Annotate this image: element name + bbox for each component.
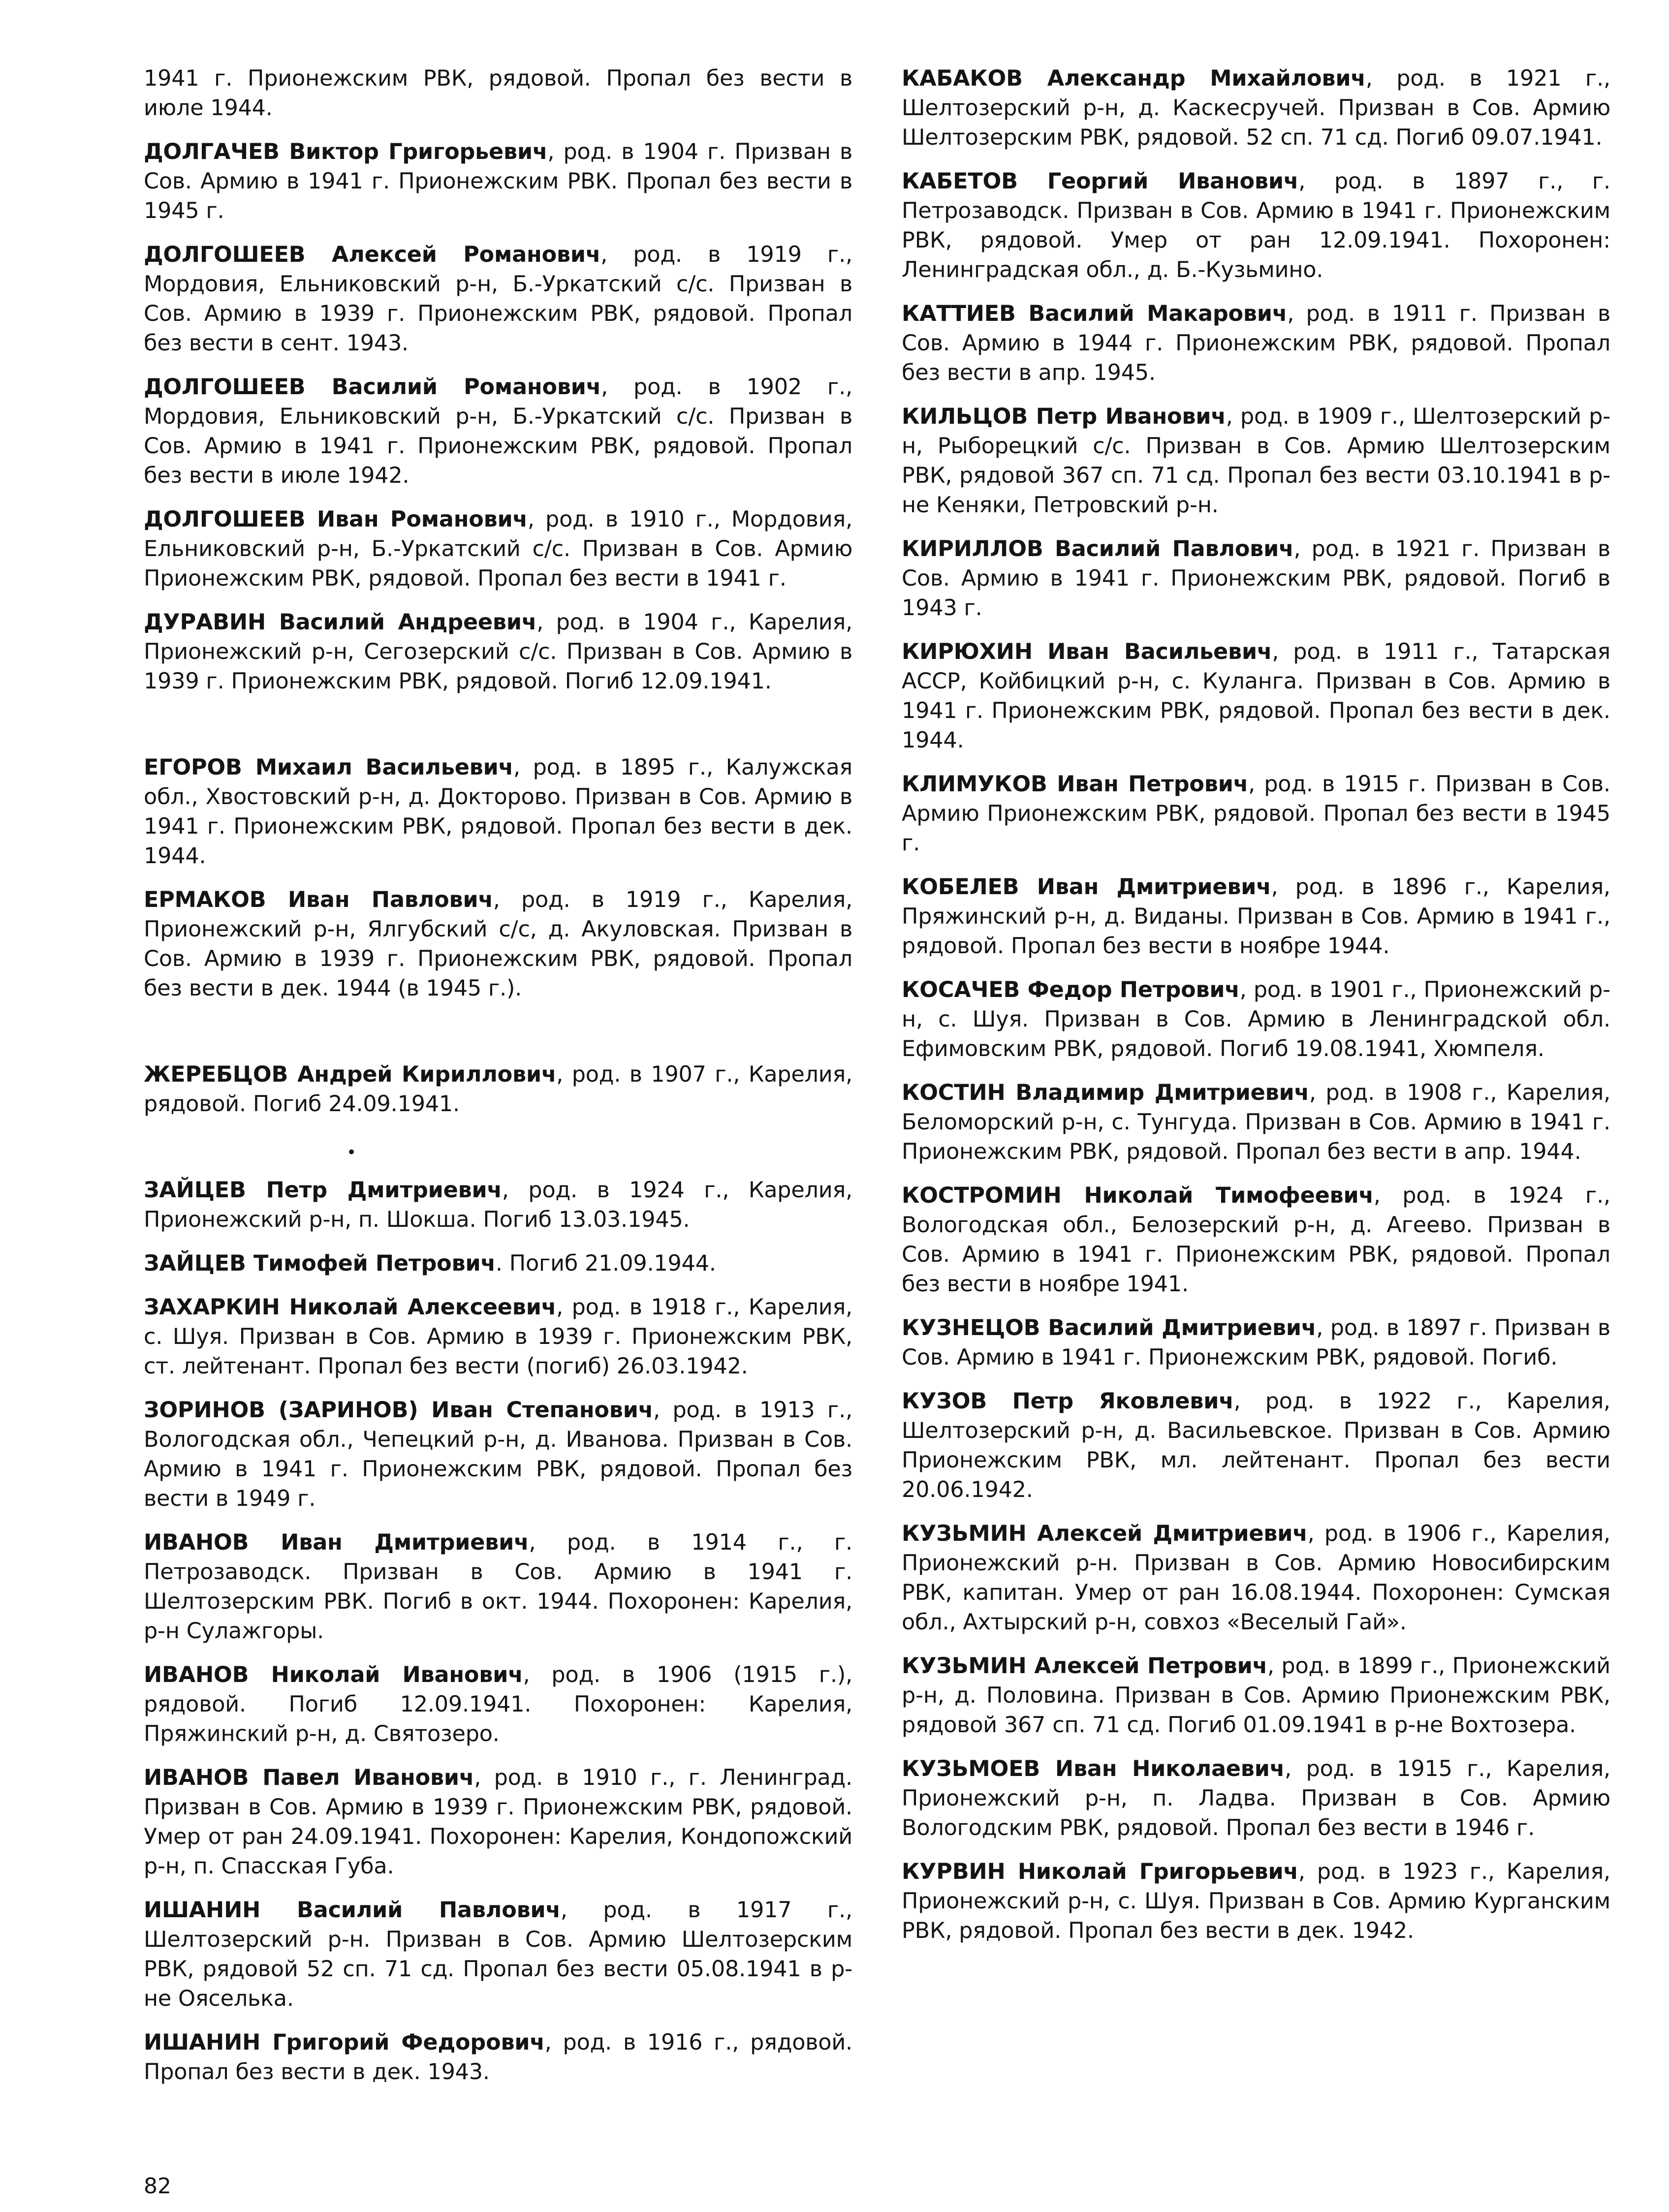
entry	[144, 240, 852, 358]
entry-text: , род. в 1906 (1915 г.), рядовой. Погиб 12.09.1941. Похоронен: Карелия, Пряжинский р-н, д. Святозеро.	[144, 1662, 852, 1746]
entry-text: , род. в 1922 г., Карелия, Шелтозерский р-н, д. Васильевское. Призван в Сов. Армию Прионежским РВК, мл. лейтенант. Пропал без вести 20.06.1942.	[902, 1389, 1611, 1502]
entry	[902, 1387, 1610, 1505]
entry-text: , род. в 1910 г., Мордовия, Ельниковский р-н, Б.-Уркатский с/с. Призван в Сов. Армию Прионежским РВК, рядовой. Пропал без вести в 1941 г.	[144, 507, 852, 591]
entry-name: КИРИЛЛОВ Василий Павлович	[902, 536, 1294, 561]
entry-name: КУРВИН Николай Григорьевич	[902, 1859, 1298, 1884]
entry-name: КОБЕЛЕВ Иван Дмитриевич	[902, 874, 1271, 900]
entry-text: , род. в 1904 г. Призван в Сов. Армию в 1941 г. Прионежским РВК. Пропал без вести в 1945 г.	[144, 139, 852, 223]
entry-name: КОСТИН Владимир Дмитриевич	[902, 1080, 1309, 1105]
entry-name: ИВАНОВ Павел Иванович	[144, 1765, 474, 1790]
entry-name: ИШАНИН Василий Павлович	[144, 1898, 561, 1923]
entry-text: , род. в 1914 г., г. Петрозаводск. Призван в Сов. Армию в 1941 г. Шелтозерским РВК. Погиб в окт. 1944. Похоронен: Карелия, р-н Сулажгоры.	[144, 1530, 852, 1644]
entry-text: . Погиб 21.09.1944.	[495, 1251, 716, 1276]
entry	[902, 1181, 1610, 1299]
entry-name: ЗОРИНОВ (ЗАРИНОВ) Иван Степанович	[144, 1398, 654, 1423]
entry-name: ЗАХАРКИН Николай Алексеевич	[144, 1295, 557, 1320]
entry	[144, 1763, 852, 1881]
entry-name: КУЗЬМОЕВ Иван Николаевич	[902, 1756, 1285, 1781]
entry-name: КУЗЬМИН Алексей Дмитриевич	[902, 1521, 1308, 1546]
entry	[902, 975, 1610, 1064]
entry-name: КЛИМУКОВ Иван Петрович	[902, 772, 1249, 797]
entry	[144, 1660, 852, 1749]
entry-name: ДУРАВИН Василий Андреевич	[144, 610, 537, 635]
entry	[144, 1249, 852, 1278]
entry	[902, 770, 1610, 858]
entry-text: , род. в 1911 г., Татарская АССР, Койбицкий р-н, с. Куланга. Призван в Сов. Армию в 1941 г. Прионежским РВК, рядовой. Пропал без вести в дек. 1944.	[902, 639, 1611, 753]
entry	[144, 1396, 852, 1514]
entry-text: , род. в 1919 г., Мордовия, Ельниковский р-н, Б.-Уркатский с/с. Призван в Сов. Армию в 1939 г. Прионежским РВК, рядовой. Пропал без вести в сент. 1943.	[144, 242, 853, 356]
entry-name: КАБАКОВ Александр Михайлович	[902, 66, 1366, 91]
entry-text: , род. в 1913 г., Вологодская обл., Чепецкий р-н, д. Иванова. Призван в Сов. Армию в 1941 г. Прионежским РВК, рядовой. Пропал без вести в 1949 г.	[144, 1398, 853, 1511]
entry	[144, 885, 852, 1003]
entry-name: ЗАЙЦЕВ Тимофей Петрович	[144, 1251, 496, 1276]
entry-name: ДОЛГОШЕЕВ Василий Романович	[144, 374, 601, 400]
entry	[902, 637, 1610, 755]
entry-name: ЗАЙЦЕВ Петр Дмитриевич	[144, 1178, 502, 1203]
entry	[144, 137, 852, 226]
entry-text: , род. в 1909 г., Шелтозерский р-н, Рыборецкий с/с. Призван в Сов. Армию Шелтозерским РВК, рядовой 367 сп. 71 сд. Пропал без вести 03.10.1941 в р-не Кеняки, Петровский р-н.	[902, 404, 1610, 518]
entry-text: , род. в 1917 г., Шелтозерский р-н. Призван в Сов. Армию Шелтозерским РВК, рядовой 52 сп. 71 сд. Пропал без вести 05.08.1941 в р-не Ояселька.	[144, 1898, 852, 2011]
entry-text: , род. в 1924 г., Вологодская обл., Белозерский р-н, д. Агеево. Призван в Сов. Армию в 1941 г. Прионежским РВК, рядовой. Пропал без вести в ноябре 1941.	[902, 1183, 1610, 1297]
entry-name: ИШАНИН Григорий Федорович	[144, 2030, 545, 2055]
entry	[144, 2028, 852, 2087]
entry	[902, 402, 1610, 520]
entry-name: КУЗЬМИН Алексей Петрович	[902, 1653, 1267, 1679]
entry-text: , род. в 1897 г. Призван в Сов. Армию в 1941 г. Прионежским РВК, рядовой. Погиб.	[902, 1315, 1610, 1370]
entry-name: КИЛЬЦОВ Петр Иванович	[902, 404, 1226, 429]
entry-name: ИВАНОВ Николай Иванович	[144, 1662, 523, 1687]
letter-section-gap	[144, 711, 852, 753]
entry-name: ДОЛГОШЕЕВ Иван Романович	[144, 507, 528, 532]
letter-section-gap	[144, 1018, 852, 1060]
entry-name: КОСТРОМИН Николай Тимофеевич	[902, 1183, 1374, 1208]
entry-name: КУЗНЕЦОВ Василий Дмитриевич	[902, 1315, 1317, 1340]
entry	[902, 299, 1610, 388]
entry-text: , род. в 1904 г., Карелия, Прионежский р-н, Сегозерский с/с. Призван в Сов. Армию в 1939 г. Прионежским РВК, рядовой. Погиб 12.09.1941.	[144, 610, 853, 694]
entry-text: , род. в 1902 г., Мордовия, Ельниковский р-н, Б.-Уркатский с/с. Призван в Сов. Армию в 1941 г. Прионежским РВК, рядовой. Пропал без вести в июле 1942.	[144, 374, 852, 488]
entry-name: ЕРМАКОВ Иван Павлович	[144, 887, 493, 912]
entry	[144, 608, 852, 696]
entry	[902, 1519, 1610, 1637]
entry-text: , род. в 1915 г., Карелия, Прионежский р-н, п. Ладва. Призван в Сов. Армию Вологодским РВК, рядовой. Пропал без вести в 1946 г.	[902, 1756, 1610, 1840]
entry-name: КАБЕТОВ Георгий Иванович	[902, 169, 1299, 194]
entry	[902, 1857, 1610, 1946]
entry	[902, 167, 1610, 285]
entry	[902, 1078, 1610, 1167]
entry-name: КУЗОВ Петр Яковлевич	[902, 1389, 1234, 1414]
entry-text: , род. в 1899 г., Прионежский р-н, д. Половина. Призван в Сов. Армию Прионежским РВК, рядовой 367 сп. 71 сд. Погиб 01.09.1941 в р-не Вохтозера.	[902, 1653, 1610, 1738]
entry	[144, 1293, 852, 1381]
entry-text: , род. в 1921 г. Призван в Сов. Армию в 1941 г. Прионежским РВК, рядовой. Погиб в 1943 г.	[902, 536, 1611, 621]
entry-text: , род. в 1921 г., Шелтозерский р-н, д. Каскесручей. Призван в Сов. Армию Шелтозерским РВК, рядовой. 52 сп. 71 сд. Погиб 09.07.1941.	[902, 66, 1610, 150]
letter-section-gap	[144, 1133, 852, 1176]
entry	[144, 1176, 852, 1235]
entry	[144, 64, 852, 123]
entry	[144, 1060, 852, 1119]
entry-text: , род. в 1924 г., Карелия, Прионежский р-н, п. Шокша. Погиб 13.03.1945.	[144, 1178, 853, 1232]
entry-name: ЕГОРОВ Михаил Васильевич	[144, 755, 513, 780]
entry-text: , род. в 1895 г., Калужская обл., Хвостовский р-н, д. Докторово. Призван в Сов. Армию в 1941 г. Прионежским РВК, рядовой. Пропал без вести в дек. 1944.	[144, 755, 852, 869]
entry-text: , род. в 1915 г. Призван в Сов. Армию Прионежским РВК, рядовой. Пропал без вести в 1945 г.	[902, 772, 1610, 856]
entry	[902, 534, 1610, 623]
entry	[902, 1651, 1610, 1740]
entry	[902, 64, 1610, 153]
entry-text: 1941 г. Прионежским РВК, рядовой. Пропал без вести в июле 1944.	[144, 66, 852, 121]
entry-text: , род. в 1908 г., Карелия, Беломорский р-н, с. Тунгуда. Призван в Сов. Армию в 1941 г. Прионежским РВК, рядовой. Пропал без вести в апр. 1944.	[902, 1080, 1611, 1164]
separator-dot: •	[346, 1143, 357, 1162]
entry-text: , род. в 1906 г., Карелия, Прионежский р-н. Призван в Сов. Армию Новосибирским РВК, капитан. Умер от ран 16.08.1944. Похоронен: Сумская обл., Ахтырский р-н, совхоз «Веселый Гай».	[902, 1521, 1611, 1635]
entry	[144, 1896, 852, 2014]
entry-text: , род. в 1901 г., Прионежский р-н, с. Шуя. Призван в Сов. Армию в Ленинградской обл. Ефимовским РВК, рядовой. Погиб 19.08.1941, Хюмпеля.	[902, 977, 1610, 1061]
entry-name: ИВАНОВ Иван Дмитриевич	[144, 1530, 529, 1555]
entry	[902, 1313, 1610, 1372]
entry	[144, 1528, 852, 1646]
entry-text: , род. в 1910 г., г. Ленинград. Призван в Сов. Армию в 1939 г. Прионежским РВК, рядовой. Умер от ран 24.09.1941. Похоронен: Карелия, Кондопожский р-н, п. Спасская Губа.	[144, 1765, 852, 1879]
entry-name: КАТТИЕВ Василий Макарович	[902, 301, 1288, 326]
entry-text: , род. в 1911 г. Призван в Сов. Армию в 1944 г. Прионежским РВК, рядовой. Пропал без вести в апр. 1945.	[902, 301, 1611, 385]
entry	[144, 373, 852, 491]
left-column	[144, 64, 852, 2101]
entry	[902, 1754, 1610, 1843]
entry	[144, 753, 852, 871]
entry	[902, 872, 1610, 961]
entry-name: ДОЛГОШЕЕВ Алексей Романович	[144, 242, 601, 267]
entry-text: , род. в 1923 г., Карелия, Прионежский р-н, с. Шуя. Призван в Сов. Армию Курганским РВК, рядовой. Пропал без вести в дек. 1942.	[902, 1859, 1611, 1943]
entry-name: КИРЮХИН Иван Васильевич	[902, 639, 1272, 664]
entry-text: , род. в 1897 г., г. Петрозаводск. Призван в Сов. Армию в 1941 г. Прионежским РВК, рядовой. Умер от ран 12.09.1941. Похоронен: Ленинградская обл., д. Б.-Кузьмино.	[902, 169, 1610, 282]
entry-name: ДОЛГАЧЕВ Виктор Григорьевич	[144, 139, 548, 164]
entry-text: , род. в 1918 г., Карелия, с. Шуя. Призван в Сов. Армию в 1939 г. Прионежским РВК, ст. лейтенант. Пропал без вести (погиб) 26.03.1942.	[144, 1295, 852, 1379]
entry-name: КОСАЧЕВ Федор Петрович	[902, 977, 1240, 1002]
entry	[144, 505, 852, 593]
right-column	[902, 64, 1610, 1960]
entry-text: , род. в 1907 г., Карелия, рядовой. Погиб 24.09.1941.	[144, 1062, 852, 1117]
page-number: 82	[144, 2174, 171, 2199]
entry-text: , род. в 1896 г., Карелия, Пряжинский р-н, д. Виданы. Призван в Сов. Армию в 1941 г., рядовой. Пропал без вести в ноябре 1944.	[902, 874, 1610, 959]
entry-name: ЖЕРЕБЦОВ Андрей Кириллович	[144, 1062, 557, 1087]
entry-text: , род. в 1919 г., Карелия, Прионежский р-н, Ялгубский с/с, д. Акуловская. Призван в Сов. Армию в 1939 г. Прионежским РВК, рядовой. Пропал без вести в дек. 1944 (в 1945 г.).	[144, 887, 853, 1001]
entry-text: , род. в 1916 г., рядовой. Пропал без вести в дек. 1943.	[144, 2030, 853, 2085]
